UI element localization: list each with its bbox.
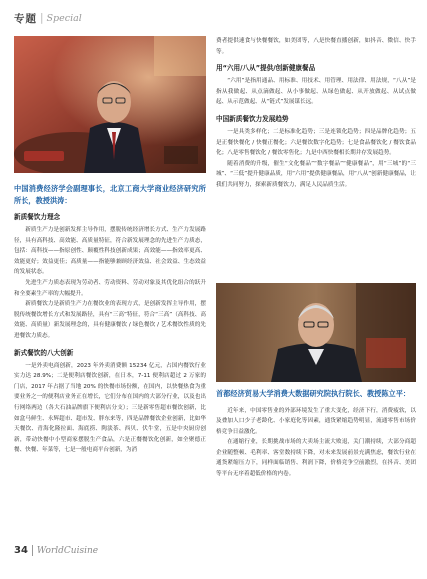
section-category: 专题 <box>14 12 37 25</box>
left-column <box>14 183 206 456</box>
heading-trends: 中国新质餐饮力发展趋势 <box>216 114 289 123</box>
speaker-photo-hong-tao <box>14 36 206 173</box>
header-separator: | <box>40 12 44 24</box>
speaker-caption-2: 首都经济贸易大学消费大数据研究院执行院长、教授陈立平： <box>216 389 411 398</box>
speaker-caption-1: 中国消费经济学会副理事长，北京工商大学商业经济研究所所长，教授洪涛： <box>14 184 206 205</box>
paragraph-continued: 费者提供速食与快餐餐饮，如美团等，八是快餐直播创新，如抖音、微信、快手等。 <box>216 38 416 55</box>
heading-new-quality-catering: 新质餐饮力理念 <box>14 213 61 221</box>
page-number: 34 <box>14 545 28 556</box>
section-subtitle: Special <box>46 12 82 24</box>
paragraph: 一是外卖电商创新，2023 年外卖消费额 15234 亿元，占国内餐饮行业实力达 28.9%；二是便利店餐饮创新，在日本，7-11 便利店超过 2 万家的门店，2017 年占据了当地 20% 的快餐市场份额，在国内，以快餐热食为重要业务之一的便利店业务正在增长，它们分布在国内的大部分行业，以及也出行网络两边（各大石油品牌旗下便利店分支）；三是新零售超市餐饮创新，比如盒马鲜生、永辉超市、超市发、胖东来等，四是品牌餐饮企业创新，比如华天餐饮、青海化隆拉面、海底捞、陶淡茶、西贝、伏牛堂，五是中央厨房创新，带动快餐中小型商家摆脱生产食品，六是正餐餐饮化创新，如全聚德正餐、快餐、年菜等，七是一般电商平台创新，为消 <box>14 362 206 454</box>
footer-divider <box>32 545 33 556</box>
paragraph: 新质生产力是创新发挥主导作用，摆脱传统经济增长方式、生产力发展路径，具有高科技、高效能、高质量特征，符合新发展理念的先进生产力质态，包括：高科技——指原创性、颠覆性科技创新成果；高效能——指效率更高、效能更好；效益更佳；高质量——指能够兼顾经济效益、社会效益、生态效益的发展状态。 <box>14 227 206 276</box>
page-header <box>14 10 82 26</box>
paragraph: 在通缩行业，长期挑战市场的大卖场主流大败退，关门潮持续，大部分商超企业随整顿、毛利率、客堂数持续下降，对未来发展前景充满焦虑，餐饮行业在通货紧缩压力下，同样面临销售、利润下降，价格竞争空前激烈，在抖音、美团等平台无序着超低价格的内卷。 <box>216 439 416 478</box>
paragraph: 一是具类多样化；二是标准化趋势；三是连锁化趋势；四是品牌化趋势；五是正餐快餐化 / 快餐正餐化；六是餐饮数字化趋势；七是食品餐饮化 / 餐饮食品化；八是零售餐饮化 / 餐饮零售化；九是中西快餐相长期并存发展趋势。 <box>216 128 416 157</box>
paragraph: “六用”是指用通品、用标准、用技术、用管理、用法律、用法规，“八从”是指从我做起、从点滴做起、从小事做起、从绿色做起、从开放做起、从试点做起、从示范做起、从“链式”发展谋长远。 <box>216 78 416 106</box>
right-column-lower <box>216 388 416 480</box>
paragraph: 先进生产力质态表现为劳动者、劳动资料、劳动对象及其优化组合的跃升和全要素生产率的大幅提升。 <box>14 279 206 297</box>
paragraph: 近年来，中国零售业的外部环境发生了重大变化，经济下行，消费疲软，以及叠加人口少子老龄化、小家庭化等因素，通货紧缩趋势明显，流通零售市场价格竞争日益激化。 <box>216 407 416 435</box>
speaker-photo-chen-liping <box>216 283 416 382</box>
heading-eight-innovations: 新式餐饮的八大创新 <box>14 348 74 357</box>
page-footer <box>14 545 98 556</box>
paragraph: 随着消费的升级，催生“文化餐品”“数字餐品”“健康餐品”，用“三城”的“三城”、“三低”提升健康品质，用“六用”提供健康餐品，用“八从”创新健康餐品，让我们共同努力，探索新质餐饮力，满足人民品质生活。 <box>216 160 416 188</box>
paragraph: 新质餐饮力是新质生产力在餐饮业的表现方式，是创新发挥主导作用，摆脱传统餐饮增长方式和发展路径，具有“三高”特征，符合“三高”（高科技、高效能、高质量）新发展理念的，具有健康餐饮 / 绿色餐饮 / 艺术餐饮性质的先进餐饮力质态。 <box>14 301 206 339</box>
right-column-upper <box>216 36 416 191</box>
magazine-name: WorldCuisine <box>36 545 99 556</box>
heading-six-eight: 用“六用/八从”提供/创新健康餐品 <box>216 64 316 73</box>
